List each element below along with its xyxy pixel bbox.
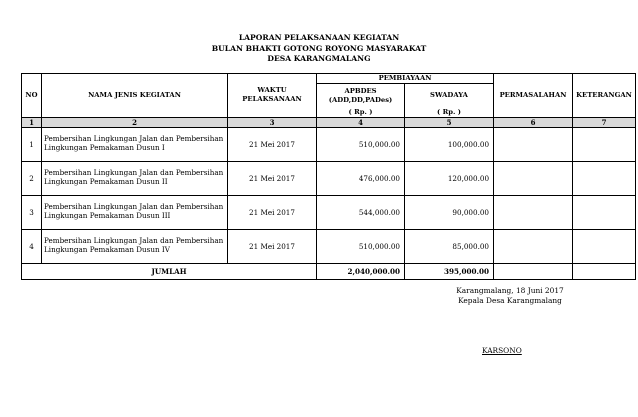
row-kegiatan: Pembersihan Lingkungan Jalan dan Pembersihan Lingkungan Pemakaman Dusun III: [42, 195, 228, 229]
report-title-block: [0, 33, 638, 65]
row-permasalahan: [494, 161, 573, 195]
activity-report-table: [21, 73, 636, 280]
signature-block: [440, 286, 580, 306]
row-apbdes: 510,000.00: [317, 229, 405, 263]
column-number: 3: [228, 117, 317, 127]
row-keterangan: [573, 195, 636, 229]
row-waktu: 21 Mei 2017: [228, 195, 317, 229]
col-header-waktu-text: WAKTU PELAKSANAAN: [242, 86, 302, 104]
row-no: 4: [22, 229, 42, 263]
total-row: [22, 263, 636, 279]
row-waktu: 21 Mei 2017: [228, 229, 317, 263]
row-kegiatan: Pembersihan Lingkungan Jalan dan Pembersihan Lingkungan Pemakaman Dusun IV: [42, 229, 228, 263]
row-keterangan: [573, 229, 636, 263]
row-keterangan: [573, 161, 636, 195]
col-header-swadaya: SWADAYA: [405, 84, 494, 108]
row-swadaya: 120,000.00: [405, 161, 494, 195]
row-permasalahan: [494, 195, 573, 229]
col-header-waktu: [228, 74, 317, 118]
signature-position: Kepala Desa Karangmalang: [458, 296, 562, 305]
col-header-pembiayaan: PEMBIAYAAN: [317, 74, 494, 84]
total-permasalahan: [494, 263, 573, 279]
row-swadaya: 85,000.00: [405, 229, 494, 263]
row-no: 1: [22, 127, 42, 161]
col-header-keterangan: KETERANGAN: [573, 74, 636, 118]
row-keterangan: [573, 127, 636, 161]
row-permasalahan: [494, 229, 573, 263]
table-row: [22, 161, 636, 195]
total-label: JUMLAH: [22, 263, 317, 279]
table-row: [22, 195, 636, 229]
col-header-permasalahan: PERMASALAHAN: [494, 74, 573, 118]
row-swadaya: 100,000.00: [405, 127, 494, 161]
col-header-apbdes-sub: (ADD,DD,PADes): [328, 95, 393, 104]
row-permasalahan: [494, 127, 573, 161]
col-header-apbdes-label: APBDES: [344, 86, 377, 95]
row-waktu: 21 Mei 2017: [228, 161, 317, 195]
column-number: 1: [22, 117, 42, 127]
row-no: 2: [22, 161, 42, 195]
signature-place-date: Karangmalang, 18 Juni 2017: [456, 286, 564, 295]
column-number: 6: [494, 117, 573, 127]
col-header-apbdes: [317, 84, 405, 108]
signature-name: KARSONO: [482, 346, 522, 355]
total-keterangan: [573, 263, 636, 279]
table-row: [22, 127, 636, 161]
total-swadaya: 395,000.00: [405, 263, 494, 279]
row-waktu: 21 Mei 2017: [228, 127, 317, 161]
col-header-apbdes-unit: ( Rp. ): [317, 108, 405, 118]
report-title: LAPORAN PELAKSANAAN KEGIATAN: [238, 33, 400, 42]
table-row: [22, 229, 636, 263]
column-number: 2: [42, 117, 228, 127]
column-number: 5: [405, 117, 494, 127]
row-no: 3: [22, 195, 42, 229]
column-number: 4: [317, 117, 405, 127]
row-kegiatan: Pembersihan Lingkungan Jalan dan Pembersihan Lingkungan Pemakaman Dusun I: [42, 127, 228, 161]
col-header-swadaya-unit: ( Rp. ): [405, 108, 494, 118]
row-kegiatan: Pembersihan Lingkungan Jalan dan Pembersihan Lingkungan Pemakaman Dusun II: [42, 161, 228, 195]
column-number-row: [22, 117, 636, 127]
row-apbdes: 476,000.00: [317, 161, 405, 195]
report-subtitle: BULAN BHAKTI GOTONG ROYONG MASYARAKAT: [211, 43, 427, 53]
row-swadaya: 90,000.00: [405, 195, 494, 229]
row-apbdes: 510,000.00: [317, 127, 405, 161]
row-apbdes: 544,000.00: [317, 195, 405, 229]
column-number: 7: [573, 117, 636, 127]
total-apbdes: 2,040,000.00: [317, 263, 405, 279]
col-header-kegiatan: NAMA JENIS KEGIATAN: [42, 74, 228, 118]
report-village: DESA KARANGMALANG: [267, 54, 371, 63]
col-header-no: NO: [22, 74, 42, 118]
